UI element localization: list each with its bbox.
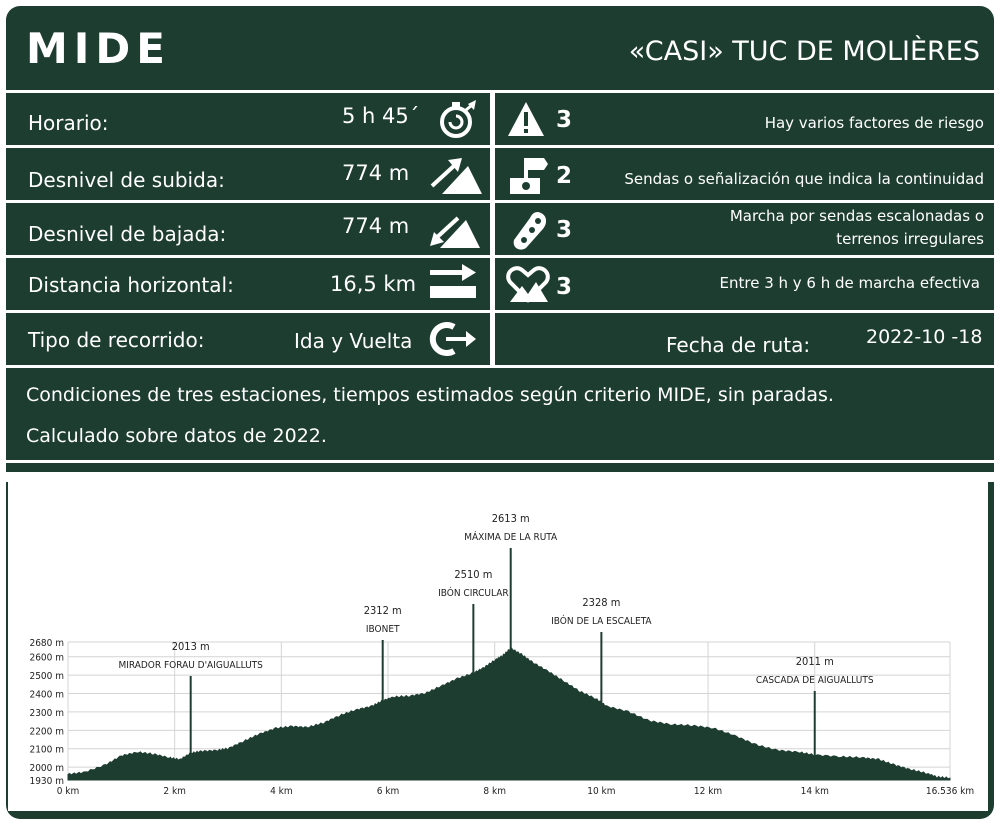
stopwatch-icon xyxy=(436,98,480,140)
elevation-chart-svg xyxy=(8,482,988,811)
y-tick-label: 2600 m xyxy=(29,652,64,664)
distance-arrow-icon xyxy=(428,264,478,300)
mide-logo: MIDE xyxy=(26,24,171,73)
annotation-name: MÁXIMA DE LA RUTA xyxy=(464,532,558,543)
elevation-chart xyxy=(8,482,988,811)
horario-value: 5 h 45´ xyxy=(342,104,420,128)
x-tick-label: 0 km xyxy=(56,786,80,797)
mide-card xyxy=(6,6,994,819)
subida-label: Desnivel de subida: xyxy=(28,168,225,192)
y-tick-label: 2300 m xyxy=(29,707,64,719)
annotation-name: CASCADA DE AIGUALLUTS xyxy=(755,675,874,686)
y-tick-label: 2000 m xyxy=(29,763,64,775)
y-tick-label: 1930 m xyxy=(29,776,64,787)
annotation-name: IBÓN CIRCULAR xyxy=(438,588,509,599)
conditions-line-2: Calculado sobre datos de 2022. xyxy=(26,425,327,447)
annotation-elevation: 2312 m xyxy=(363,604,402,617)
trail-sign-icon xyxy=(506,154,550,198)
warning-triangle-icon xyxy=(506,100,546,138)
esfuerzo-grade: 3 xyxy=(556,274,573,300)
annotation-elevation: 2510 m xyxy=(454,568,493,581)
x-tick-label: 2 km xyxy=(163,786,186,797)
route-title: «CASI» TUC DE MOLIÈRES xyxy=(628,36,980,67)
orientacion-grade: 2 xyxy=(556,163,573,189)
annotation-name: IBÓN DE LA ESCALETA xyxy=(551,616,652,627)
x-tick-label: 12 km xyxy=(693,786,723,797)
bajada-label: Desnivel de bajada: xyxy=(28,222,227,246)
x-tick-label: 8 km xyxy=(483,786,506,797)
fecha-value: 2022-10 -18 xyxy=(866,326,983,348)
distancia-label: Distancia horizontal: xyxy=(28,273,234,297)
desplazamiento-desc-2: terrenos irregulares xyxy=(836,230,984,248)
recorrido-value: Ida y Vuelta xyxy=(294,329,413,353)
heart-effort-icon xyxy=(506,262,550,304)
descent-arrow-icon xyxy=(426,210,482,250)
desplazamiento-desc-1: Marcha por sendas escalonadas o xyxy=(729,207,984,225)
orientacion-desc: Sendas o señalización que indica la continuidad xyxy=(624,170,984,188)
y-tick-label: 2400 m xyxy=(29,689,64,701)
x-tick-label: 14 km xyxy=(800,786,829,797)
x-tick-label: 16.536 km xyxy=(925,786,975,797)
bajada-value: 774 m xyxy=(342,214,410,238)
annotation-elevation: 2328 m xyxy=(582,596,621,609)
recorrido-label: Tipo de recorrido: xyxy=(28,328,205,352)
annotation-name: IBONET xyxy=(365,624,400,635)
x-tick-label: 4 km xyxy=(270,786,293,797)
x-tick-label: 6 km xyxy=(376,786,400,797)
conditions-line-1: Condiciones de tres estaciones, tiempos estimados según criterio MIDE, sin paradas. xyxy=(26,384,834,406)
subida-value: 774 m xyxy=(342,161,410,185)
header xyxy=(6,6,994,90)
riesgo-grade: 3 xyxy=(556,107,573,133)
annotation-name: MIRADOR FORAU D'AIGUALLUTS xyxy=(118,660,263,671)
distancia-value: 16,5 km xyxy=(330,272,417,296)
horario-label: Horario: xyxy=(28,111,109,135)
round-trip-icon xyxy=(426,319,478,359)
annotation-elevation: 2613 m xyxy=(491,512,530,525)
annotation-elevation: 2011 m xyxy=(795,655,834,668)
riesgo-desc: Hay varios factores de riesgo xyxy=(764,114,984,132)
esfuerzo-desc: Entre 3 h y 6 h de marcha efectiva xyxy=(719,274,980,292)
y-tick-label: 2680 m xyxy=(29,638,64,649)
fecha-label: Fecha de ruta: xyxy=(666,333,811,357)
annotation-elevation: 2013 m xyxy=(171,640,210,653)
desplazamiento-grade: 3 xyxy=(556,217,573,243)
ascent-arrow-icon xyxy=(428,156,484,196)
y-tick-label: 2200 m xyxy=(29,726,64,738)
footprint-icon xyxy=(508,208,550,252)
y-tick-label: 2100 m xyxy=(29,744,64,756)
y-tick-label: 2500 m xyxy=(29,671,64,683)
x-tick-label: 10 km xyxy=(587,786,616,797)
